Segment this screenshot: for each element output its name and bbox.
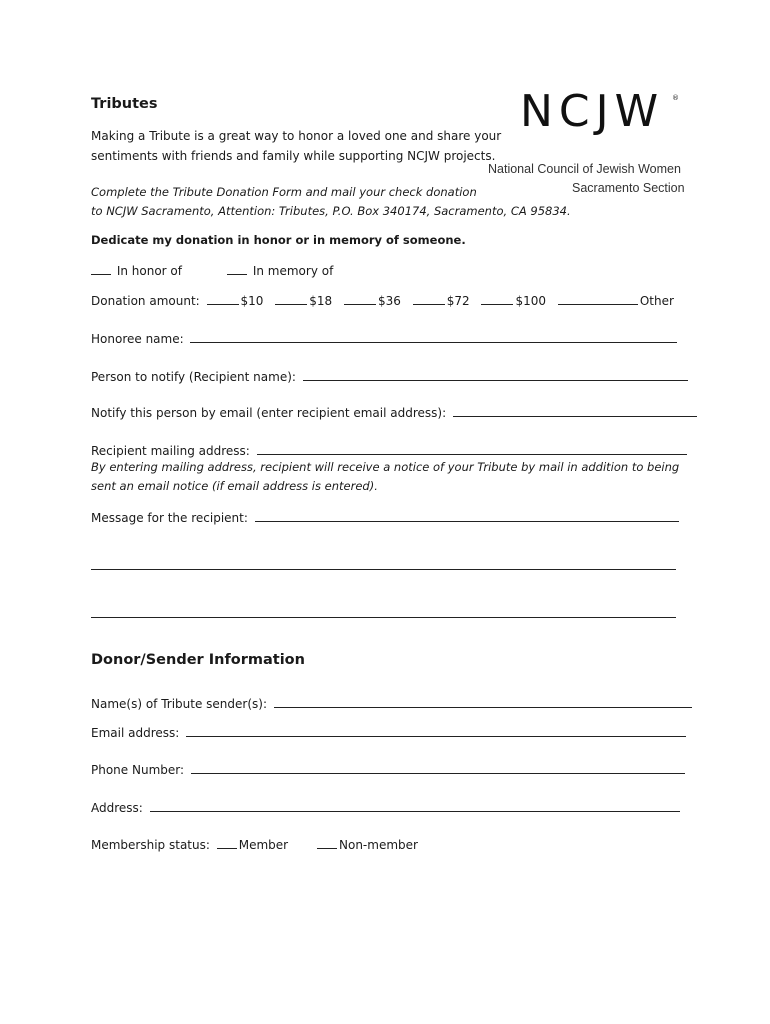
logo-org-name: National Council of Jewish Women [488,162,681,176]
donation-blank-other[interactable] [558,292,638,305]
donation-amount-label: Donation amount: [91,294,200,308]
instructions-line-1: Complete the Tribute Donation Form and mail your check donation [91,185,477,199]
recipient-name-input[interactable] [303,367,688,381]
phone-row [91,760,685,777]
donor-email-row [91,723,686,740]
recipient-email-row [91,403,697,420]
mailing-address-label: Recipient mailing address: [91,444,250,458]
donation-blank-36[interactable] [344,292,376,305]
in-memory-blank[interactable] [227,262,247,275]
sender-names-row [91,694,692,711]
honoree-label: Honoree name: [91,332,184,346]
in-memory-label: In memory of [252,264,334,278]
phone-label: Phone Number: [91,763,185,777]
donation-option-18: $18 [309,294,333,308]
donation-blank-100[interactable] [481,292,513,305]
donation-amount-row [91,292,674,308]
message-row [91,508,679,525]
sender-names-input[interactable] [274,694,692,708]
donation-option-10: $10 [240,294,264,308]
donation-option-72: $72 [446,294,470,308]
donation-option-100: $100 [515,294,546,308]
ncjw-logo [488,82,685,202]
address-input[interactable] [150,798,680,812]
mailing-address-row [91,441,687,458]
member-option: Member [238,838,289,852]
in-honor-blank[interactable] [91,262,111,275]
notify-label: Person to notify (Recipient name): [91,370,296,384]
page-title: Tributes [91,96,158,112]
in-honor-option[interactable] [91,262,182,278]
sender-names-label: Name(s) of Tribute sender(s): [91,697,268,711]
donor-email-input[interactable] [186,723,686,737]
in-honor-label: In honor of [116,264,182,278]
donation-blank-10[interactable] [207,292,239,305]
logo-letters [520,86,664,137]
logo-letters-text: NCJW [520,86,665,137]
donor-email-label: Email address: [91,726,180,740]
intro-line-1: Making a Tribute is a great way to honor a loved one and share your [91,129,502,143]
message-input-line-1[interactable] [255,508,679,522]
intro-line-2: sentiments with friends and family while supporting NCJW projects. [91,149,496,163]
donation-blank-72[interactable] [413,292,445,305]
non-member-option: Non-member [339,838,418,852]
mailing-note-line-2: sent an email notice (if email address is entered). [91,479,378,493]
mailing-note-line-1: By entering mailing address, recipient will receive a notice of your Tribute by mail in addition to being [91,460,680,474]
registered-mark: ® [672,94,679,102]
phone-input[interactable] [191,760,685,774]
message-input-line-3[interactable] [91,604,676,618]
non-member-option-row [317,836,418,852]
mailing-address-input[interactable] [257,441,687,455]
instructions-line-2: to NCJW Sacramento, Attention: Tributes, P.O. Box 340174, Sacramento, CA 95834. [91,204,571,218]
donation-option-36: $36 [377,294,401,308]
recipient-email-input[interactable] [453,403,697,417]
donation-option-other: Other [639,294,674,308]
address-row [91,798,680,815]
member-blank[interactable] [217,836,237,849]
dedicate-heading: Dedicate my donation in honor or in memory of someone. [91,233,466,247]
message-input-line-2[interactable] [91,556,676,570]
notify-row [91,367,688,384]
logo-section: Sacramento Section [572,181,685,195]
message-label: Message for the recipient: [91,511,248,525]
honoree-row [91,329,677,346]
donation-blank-18[interactable] [275,292,307,305]
donor-heading: Donor/Sender Information [91,652,305,668]
honoree-input[interactable] [190,329,677,343]
recipient-email-label: Notify this person by email (enter recipient email address): [91,406,447,420]
membership-label: Membership status: [91,838,210,852]
membership-row [91,836,288,852]
non-member-blank[interactable] [317,836,337,849]
in-memory-option[interactable] [227,262,333,278]
address-label: Address: [91,801,143,815]
